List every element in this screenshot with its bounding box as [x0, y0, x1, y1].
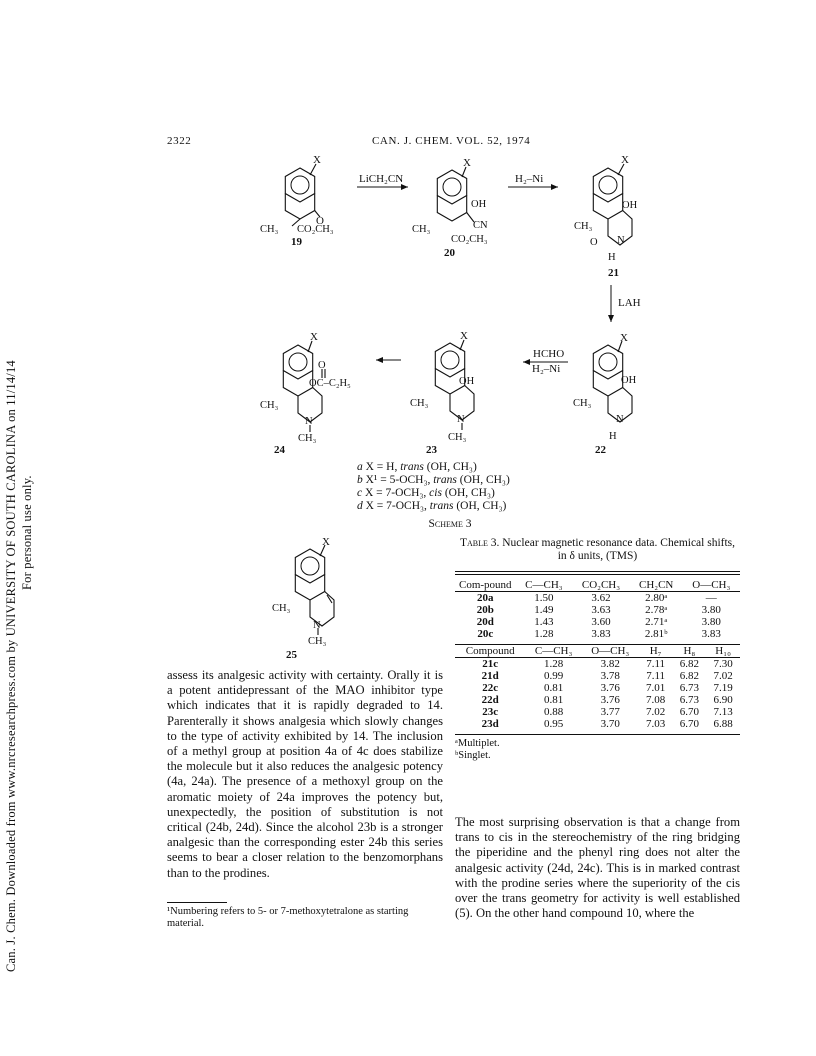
structure-21	[574, 154, 638, 279]
sub-ester: OC–C₂H₅	[309, 378, 351, 389]
sub-n: N	[313, 620, 321, 631]
sub-oh: OH	[621, 375, 637, 386]
value-cell: 2.80ᵃ	[645, 592, 668, 604]
table-note: ᵇSinglet.	[455, 750, 491, 761]
value-cell: 7.01	[645, 682, 666, 694]
value-cell: 3.83	[591, 628, 611, 640]
column-header: O—CH₃	[692, 579, 731, 591]
running-head: CAN. J. CHEM. VOL. 52, 1974	[372, 135, 531, 147]
value-cell: 7.30	[713, 658, 733, 670]
scheme-caption: Scheme 3	[428, 518, 472, 530]
label-19: 19	[291, 236, 302, 248]
sub-n: N	[305, 416, 313, 427]
column-header: H₇	[649, 645, 662, 657]
column-header: CO₂CH₃	[581, 579, 621, 591]
right-column-text	[455, 815, 740, 921]
sub-o: O	[318, 360, 326, 371]
column-header: H₁₀	[715, 645, 731, 657]
value-cell: 3.80	[701, 616, 721, 628]
reagent-hcho: HCHO	[533, 348, 565, 360]
sub-o: O	[590, 237, 598, 248]
scheme-legend	[357, 461, 510, 513]
sub-ch3: CH₃	[272, 603, 291, 614]
compound-cell: 22c	[482, 682, 499, 694]
column-header: O—CH₃	[591, 645, 630, 657]
structure-19	[260, 154, 334, 248]
sub-ch3: CH₃	[412, 224, 431, 235]
label-24: 24	[274, 444, 285, 456]
value-cell: 6.82	[679, 658, 699, 670]
label-20: 20	[444, 247, 455, 259]
sub-o: O	[316, 215, 324, 227]
value-cell: 0.88	[543, 706, 564, 718]
column-header: C—CH₃	[534, 645, 573, 657]
value-cell: 3.76	[600, 694, 620, 706]
sub-ch3: CH₃	[410, 398, 429, 409]
value-cell: 3.76	[600, 682, 620, 694]
sub-ch3: CH₃	[298, 433, 317, 444]
sub-x: X	[313, 154, 321, 166]
sub-cn: CN	[473, 220, 488, 231]
column-header: C—CH₃	[525, 579, 563, 591]
value-cell: 1.28	[534, 628, 554, 640]
table-row	[455, 604, 740, 616]
sub-n: N	[457, 414, 465, 425]
legend-row: d X = 7-OCH₃, trans (OH, CH₃)	[357, 500, 507, 512]
sub-ch3: CH₃	[574, 221, 593, 232]
table-row	[455, 706, 740, 718]
sub-h: H	[608, 252, 616, 263]
value-cell: 0.99	[543, 670, 564, 682]
table-row	[455, 658, 740, 671]
value-cell: 3.78	[600, 670, 620, 682]
value-cell: 1.28	[543, 658, 564, 670]
value-cell: 1.50	[534, 592, 554, 604]
value-cell: 3.82	[600, 658, 620, 670]
value-cell: 2.78ᵃ	[645, 604, 668, 616]
value-cell: 7.02	[645, 706, 666, 718]
value-cell: —	[705, 592, 717, 604]
value-cell: 6.70	[679, 706, 699, 718]
value-cell: 0.81	[543, 694, 564, 706]
structure-25	[272, 536, 334, 660]
compound-cell: 20b	[476, 604, 494, 616]
value-cell: 6.73	[679, 682, 699, 694]
column-header: Com-pound	[459, 579, 512, 591]
value-cell: 7.13	[713, 706, 733, 718]
sub-x: X	[460, 330, 468, 342]
value-cell: 3.60	[591, 616, 611, 628]
sub-x: X	[620, 332, 628, 344]
sub-ch3: CH₃	[260, 400, 279, 411]
value-cell: 7.11	[646, 670, 666, 682]
reagent-lah: LAH	[618, 297, 641, 309]
table-row	[455, 670, 740, 682]
structure-23	[410, 330, 475, 456]
table-note: ᵃMultiplet.	[455, 738, 500, 749]
compound-cell: 21c	[482, 658, 499, 670]
download-notice-line-1: Can. J. Chem. Downloaded from www.nrcresearchpress.com by UNIVERSITY OF SOUTH CAROLINA on 11/14/14	[4, 360, 18, 972]
table-part-1	[455, 579, 740, 640]
table-notes	[455, 734, 740, 762]
page-number: 2322	[167, 135, 192, 147]
value-cell: 0.95	[543, 718, 564, 730]
value-cell: 7.02	[713, 670, 733, 682]
sub-oh: OH	[471, 199, 487, 210]
compound-cell: 21d	[481, 670, 499, 682]
table-row	[455, 682, 740, 694]
structure-22	[573, 332, 637, 456]
value-cell: 6.90	[713, 694, 733, 706]
sub-n: N	[616, 414, 624, 425]
compound-cell: 23d	[481, 718, 499, 730]
table-row	[455, 628, 740, 640]
sub-x: X	[310, 331, 318, 343]
sub-oh: OH	[459, 376, 475, 387]
table-row	[455, 718, 740, 730]
value-cell: 7.03	[645, 718, 666, 730]
table-part-2	[455, 644, 740, 730]
sub-co2ch3: CO₂CH₃	[451, 234, 488, 245]
value-cell: 2.71ᵃ	[645, 616, 668, 628]
sub-n: N	[617, 235, 625, 246]
value-cell: 3.77	[600, 706, 620, 718]
value-cell: 3.70	[600, 718, 620, 730]
table-row	[455, 616, 740, 628]
table-row	[455, 694, 740, 706]
table-title: Table 3. Nuclear magnetic resonance data. Chemical shifts, in δ units, (TMS)	[459, 537, 736, 562]
legend-row: a X = H, trans (OH, CH₃)	[357, 461, 477, 473]
sub-oh: OH	[622, 200, 638, 211]
value-cell: 6.70	[679, 718, 699, 730]
sub-h: H	[609, 431, 617, 442]
legend-row: c X = 7-OCH₃, cis (OH, CH₃)	[357, 487, 495, 499]
compound-cell: 20c	[477, 628, 494, 640]
compound-cell: 20d	[476, 616, 494, 628]
value-cell: 3.63	[591, 604, 611, 616]
footnote: ¹Numbering refers to 5- or 7-methoxytetralone as starting material.	[167, 906, 409, 929]
download-notice-line-2: For personal use only.	[20, 475, 34, 590]
label-23: 23	[426, 444, 437, 456]
sub-co2ch3: CO₂CH₃	[297, 224, 334, 235]
left-column-text	[167, 668, 443, 881]
column-header: CH₂CN	[638, 579, 674, 591]
body-paragraph: The most surprising observation is that a change from trans to cis in the stereochemistry of the ring bridging the piperidine and the phenyl ring does not alter the analgesic activity (24d, 24c). This is in marked contrast with the prodine series where the superiority of the cis over the trans geometry for activity is well established (5). On the other hand compound 10, where the	[455, 815, 740, 921]
value-cell: 6.82	[679, 670, 699, 682]
value-cell: 0.81	[543, 682, 564, 694]
value-cell: 3.80	[701, 604, 721, 616]
value-cell: 1.43	[534, 616, 554, 628]
structure-20	[412, 157, 488, 259]
column-header: Compound	[465, 645, 515, 657]
value-cell: 7.19	[713, 682, 733, 694]
sub-ch3: CH₃	[308, 636, 327, 647]
sub-ch3: CH₃	[260, 224, 279, 235]
reagent-h2ni: H₂–Ni	[532, 363, 561, 375]
compound-cell: 22d	[481, 694, 499, 706]
legend-row: b X¹ = 5-OCH₃, trans (OH, CH₃)	[357, 474, 510, 486]
compound-cell: 23c	[482, 706, 499, 718]
body-paragraph: assess its analgesic activity with certainty. Orally it is a potent antidepressant of the MAO inhibitor type which indicates that it is rapidly degraded to 14. Parenterally it shows analgesia which slowly changes to the type of activity exhibited by 14. The inclusion of a methyl group at position 4a of 4c does stabilize the molecule but it also reduces the analgesic potency (4a, 24a). The presence of a methoxyl group on the aromatic moiety of 24a improves the potency but, unexpectedly, the position of substitution is not critical (24b, 24d). Since the alcohol 23b is a stronger analgesic than the corresponding ester 24b this series seems to bear a closer relation to the benzomorphans than to the prodines.	[167, 668, 443, 880]
value-cell: 2.81ᵇ	[644, 628, 668, 640]
sub-x: X	[463, 157, 471, 169]
value-cell: 6.88	[713, 718, 733, 730]
sub-ch3: CH₃	[448, 432, 467, 443]
sub-x: X	[621, 154, 629, 166]
label-21: 21	[608, 267, 619, 279]
table-row	[455, 592, 740, 605]
value-cell: 3.62	[591, 592, 611, 604]
table-rule	[455, 571, 740, 575]
value-cell: 7.11	[646, 658, 666, 670]
sub-x: X	[322, 536, 330, 548]
column-header: H₈	[683, 645, 696, 657]
sub-ch3: CH₃	[573, 398, 592, 409]
structure-24	[260, 331, 351, 456]
label-25: 25	[286, 649, 297, 660]
reagent-lich2cn: LiCH₂CN	[359, 173, 404, 185]
value-cell: 6.73	[679, 694, 699, 706]
table-3	[455, 537, 740, 762]
value-cell: 7.08	[645, 694, 666, 706]
value-cell: 3.83	[701, 628, 721, 640]
compound-cell: 20a	[477, 592, 494, 604]
footnote-rule	[167, 902, 227, 903]
value-cell: 1.49	[534, 604, 554, 616]
label-22: 22	[595, 444, 606, 456]
reagent-h2ni: H₂–Ni	[515, 173, 544, 185]
